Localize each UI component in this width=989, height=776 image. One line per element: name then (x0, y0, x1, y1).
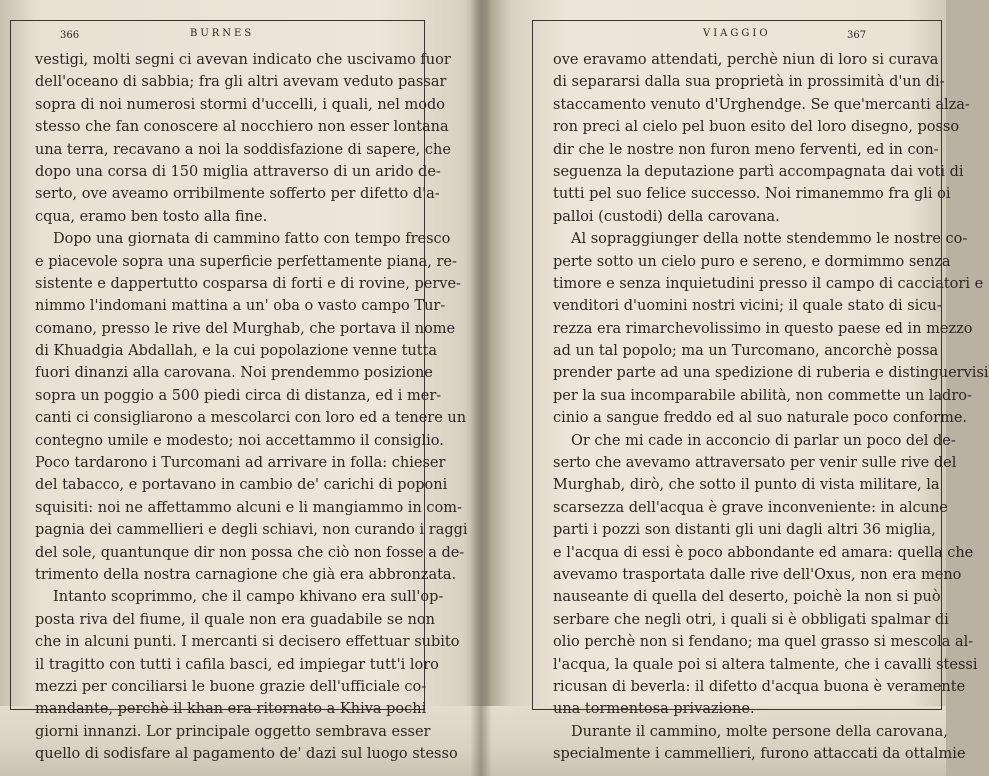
text-line: stesso che fan conoscere al nocchiero non esser lontana (35, 119, 449, 136)
text-line: una tormentosa privazione. (553, 701, 755, 718)
left-page-text (35, 49, 468, 766)
text-line: contegno umile e modesto; noi accettammo il consiglio. (35, 432, 444, 449)
text-line: cqua, eramo ben tosto alla fine. (35, 208, 268, 225)
text-line: trimento della nostra carnagione che già era abbronzata. (35, 566, 457, 583)
text-line: mezzi per conciliarsi le buone grazie dell'ufficiale co- (35, 678, 427, 695)
text-line: che in alcuni punti. I mercanti si decisero effettuar subito (35, 634, 460, 651)
text-line: l'acqua, la quale poi si altera talmente, che i cavalli stessi (553, 656, 978, 673)
text-line: giorni innanzi. Lor principale oggetto sembrava esser (35, 723, 431, 740)
text-line: sistente e dappertutto cosparsa di forti e di rovine, perve- (35, 275, 461, 292)
text-line: serto che avevamo attraversato per venir sulle rive del (553, 455, 957, 472)
text-line: olio perchè non si fendano; ma quel grasso si mescola al- (553, 634, 974, 651)
right-running-header: VIAGGIO (703, 28, 771, 39)
text-line: specialmente i cammellieri, furono attaccati da ottalmie (553, 746, 966, 763)
text-line: quello di sodisfare al pagamento de' dazi sul luogo stesso (35, 746, 458, 763)
text-line: venditori d'uomini nostri vicini; il quale stato di sicu- (553, 298, 942, 315)
text-line: ricusan di beverla: il difetto d'acqua buona è veramente (553, 678, 966, 695)
text-line: fuori dinanzi alla carovana. Noi prendemmo posizione (35, 365, 433, 382)
text-line: prender parte ad una spedizione di ruberia e distinguervisi (553, 365, 989, 382)
text-line: comano, presso le rive del Murghab, che portava il nome (35, 320, 456, 337)
text-line: il tragitto con tutti i cafila basci, ed impiegar tutt'i loro (35, 656, 439, 673)
text-line: del tabacco, e portavano in cambio de' carichi di poponi (35, 477, 448, 494)
text-line: canti ci consigliarono a mescolarci con loro ed a tenere un (35, 410, 467, 427)
text-line: squisiti: noi ne affettammo alcuni e li mangiammo in com- (35, 499, 462, 516)
text-line: una terra, recavano a noi la soddisfazione di sapere, che (35, 141, 451, 158)
text-line: Poco tardarono i Turcomani ad arrivare in folla: chieser (35, 455, 446, 472)
text-line: posta riva del fiume, il quale non era guadabile se non (35, 611, 435, 628)
left-running-header: BURNES (190, 28, 255, 39)
text-line: serbare che negli otri, i quali si è obbligati spalmar di (553, 611, 949, 628)
text-line: staccamento venuto d'Urghendge. Se que'mercanti alza- (553, 96, 970, 113)
text-line: ad un tal popolo; ma un Turcomano, ancorchè possa (553, 343, 939, 360)
text-line: vestigi, molti segni ci avevan indicato che uscivamo fuor (35, 52, 451, 68)
text-line: nimmo l'indomani mattina a un' oba o vasto campo Tur- (35, 298, 446, 315)
text-line: e l'acqua di essi è poco abbondante ed amara: quella che (553, 544, 974, 561)
text-line: sopra di noi numerosi stormi d'uccelli, i quali, nel modo (35, 96, 445, 113)
text-line: timore e senza inquietudini presso il campo di cacciatori e (553, 275, 984, 292)
right-page-number: 367 (847, 30, 867, 41)
text-line: serto, ove aveamo orribilmente sofferto per difetto d'a- (35, 186, 440, 203)
text-line: e piacevole sopra una superficie perfettamente piana, re- (35, 253, 457, 270)
text-line: tutti pel suo felice successo. Noi rimanemmo fra gli oi (553, 186, 951, 203)
text-line: perte sotto un cielo puro e sereno, e dormimmo senza (553, 253, 951, 270)
text-line: dell'oceano di sabbia; fra gli altri avevam veduto passar (35, 74, 447, 91)
text-line: per la sua incomparabile abilità, non commette un ladro- (553, 387, 972, 404)
text-line: Intanto scoprimmo, che il campo khivano era sull'op- (53, 589, 444, 606)
text-line: Durante il cammino, molte persone della carovana, (571, 723, 948, 740)
text-line: parti i pozzi son distanti gli uni dagli altri 36 miglia, (553, 522, 936, 539)
text-line: sopra un poggio a 500 piedi circa di distanza, ed i mer- (35, 387, 442, 404)
text-line: cinio a sangue freddo ed al suo naturale poco conforme. (553, 410, 968, 427)
left-page (0, 0, 478, 763)
text-line: ron preci al cielo pel buon esito del loro disegno, posso (553, 119, 960, 136)
text-line: Dopo una giornata di cammino fatto con tempo fresco (53, 231, 451, 248)
text-line: seguenza la deputazione partì accompagnata dai voti di (553, 163, 964, 180)
text-line: palloi (custodi) della carovana. (553, 208, 780, 225)
text-line: di Khuadgia Abdallah, e la cui popolazione venne tutta (35, 343, 438, 360)
text-line: Al sopraggiunger della notte stendemmo le nostre co- (571, 231, 968, 248)
text-line: scarsezza dell'acqua è grave inconveniente: in alcune (553, 499, 948, 516)
text-line: ove eravamo attendati, perchè niun di loro si curava (553, 52, 939, 68)
text-line: rezza era rimarchevolissimo in questo paese ed in mezzo (553, 320, 973, 337)
text-line: Or che mi cade in acconcio di parlar un poco del de- (571, 432, 956, 449)
text-line: Murghab, dirò, che sotto il punto di vista militare, la (553, 477, 940, 494)
text-line: nauseante di quella del deserto, poichè la non si può (553, 589, 941, 606)
text-line: dopo una corsa di 150 miglia attraverso di un arido de- (35, 163, 441, 180)
text-line: di separarsi dalla sua proprietà in prossimità d'un di- (553, 74, 945, 91)
right-page-text (553, 49, 989, 766)
text-line: avevamo trasportata dalle rive dell'Oxus, non era meno (553, 566, 962, 583)
right-page (485, 0, 989, 763)
text-line: pagnia dei cammellieri e degli schiavi, non curando i raggi (35, 522, 468, 539)
text-line: dir che le nostre non furon meno ferventi, ed in con- (553, 141, 939, 158)
text-line: del sole, quantunque dir non possa che ciò non fosse a de- (35, 544, 465, 561)
text-line: mandante, perchè il khan era ritornato a Khiva pochi (35, 701, 427, 718)
left-page-number: 366 (60, 30, 80, 41)
